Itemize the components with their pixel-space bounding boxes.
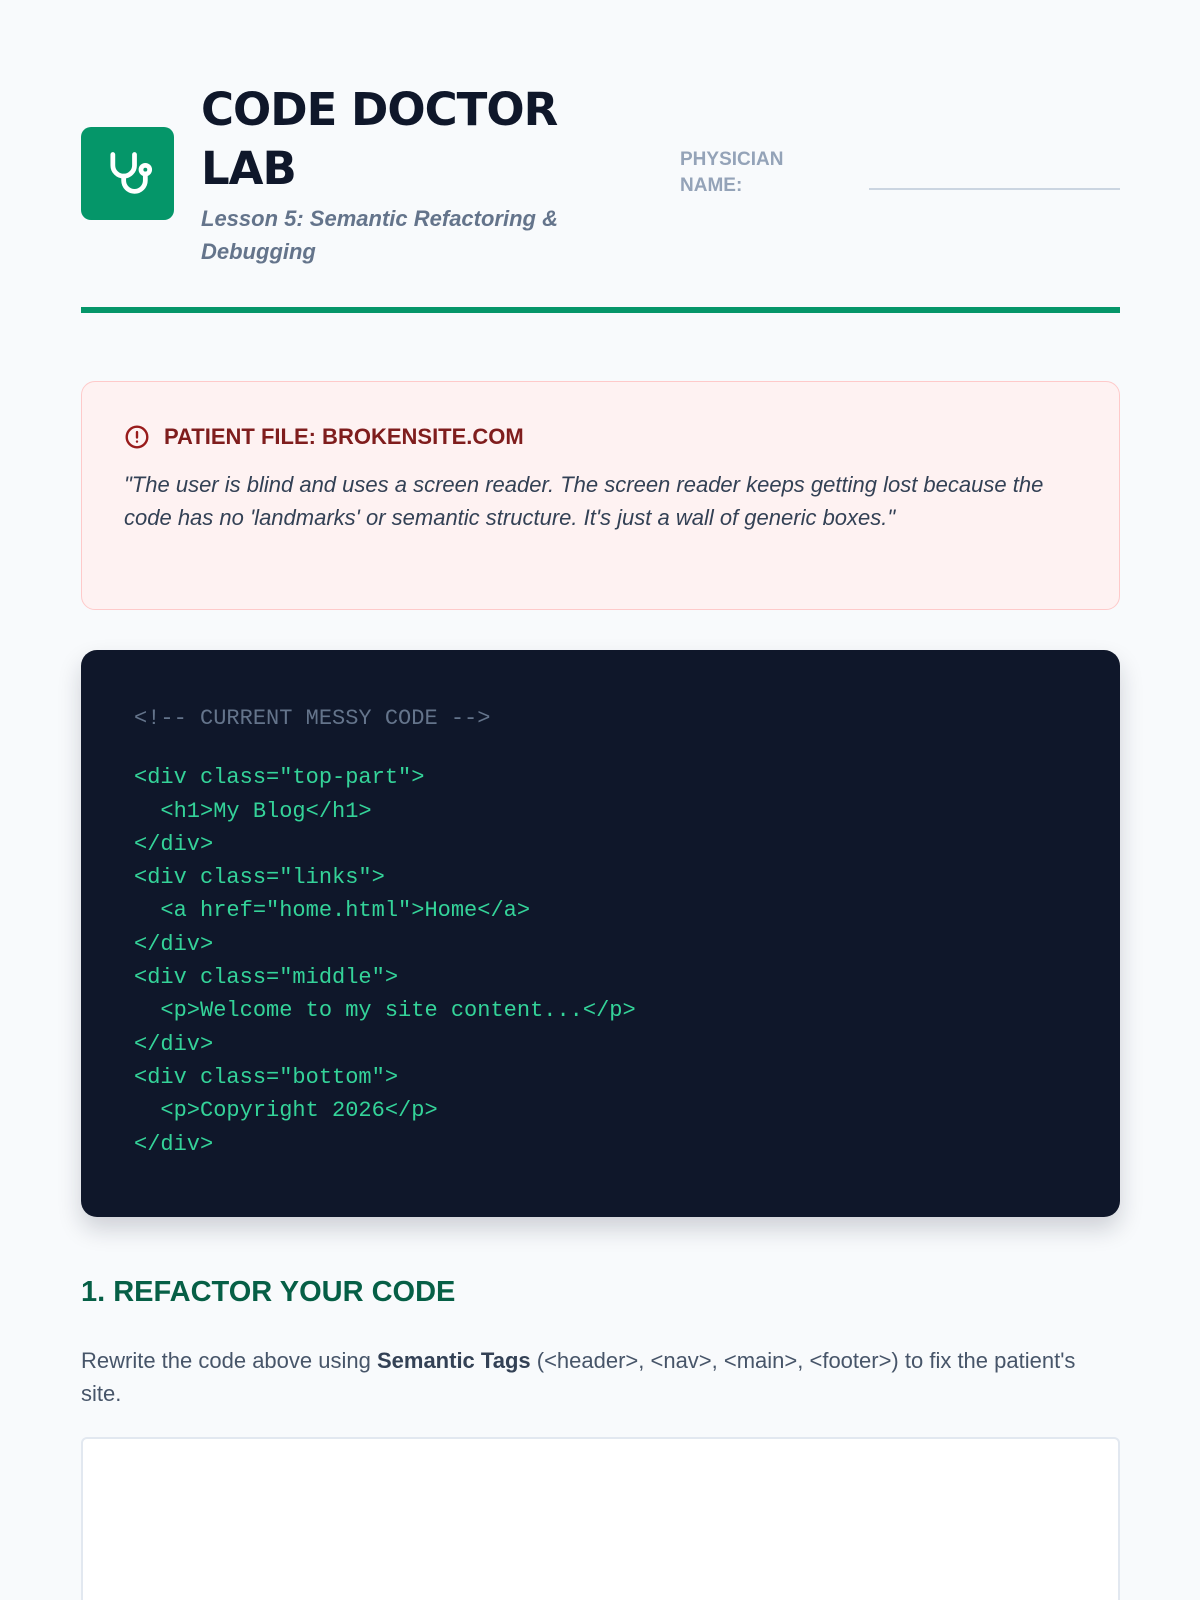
physician-name-label: PHYSICIAN NAME: <box>680 149 784 196</box>
code-line: <div class="links"> <box>134 865 385 891</box>
code-comment: <!-- CURRENT MESSY CODE --> <box>134 706 491 731</box>
code-line: <p>Copyright 2026</p> <box>134 1098 438 1124</box>
alert-title: PATIENT FILE: BROKENSITE.COM <box>164 424 524 449</box>
code-line: <div class="middle"> <box>134 965 399 991</box>
code-listing <box>134 702 1067 1161</box>
code-line: <p>Welcome to my site content...</p> <box>134 998 636 1024</box>
stethoscope-icon <box>102 148 154 200</box>
physician-name-field[interactable] <box>869 188 1120 190</box>
code-block <box>81 650 1120 1217</box>
code-line: </div> <box>134 1131 214 1157</box>
code-line: <a href="home.html">Home</a> <box>134 898 531 924</box>
semantic-tags-emphasis: Semantic Tags <box>376 1348 531 1373</box>
code-line: </div> <box>134 1031 214 1057</box>
code-line: </div> <box>134 931 214 957</box>
answer-textarea[interactable] <box>81 1437 1120 1600</box>
patient-file-alert <box>81 381 1120 610</box>
page-title: CODE DOCTOR LAB <box>201 83 558 195</box>
code-line: </div> <box>134 831 214 857</box>
code-line: <div class="top-part"> <box>134 765 425 791</box>
instructions-text: Rewrite the code above using Semantic Tags (<header>, <nav>, <main>, <footer>) to fix the patient's site. <box>81 1348 1076 1406</box>
code-line: <div class="bottom"> <box>134 1064 399 1090</box>
logo-badge <box>81 127 174 220</box>
lesson-subtitle: Lesson 5: Semantic Refactoring & Debugging <box>201 206 558 264</box>
worksheet-header <box>81 80 1120 313</box>
code-line: <h1>My Blog</h1> <box>134 798 372 824</box>
alert-circle-icon <box>124 424 150 450</box>
section-title: 1. REFACTOR YOUR CODE <box>81 1276 456 1308</box>
alert-description: "The user is blind and uses a screen reader. The screen reader keeps getting lost because the code has no 'landmarks' or semantic structure. It's just a wall of generic boxes." <box>124 472 1044 530</box>
alert-header <box>124 424 524 450</box>
